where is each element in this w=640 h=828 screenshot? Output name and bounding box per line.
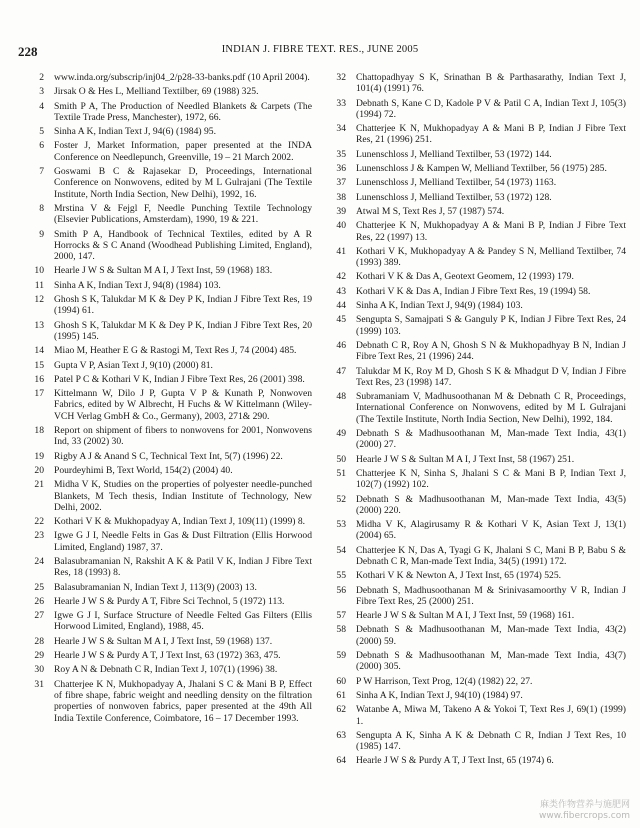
reference-number: 17	[34, 388, 44, 400]
reference-number: 2	[39, 72, 44, 83]
reference-item	[28, 556, 312, 579]
reference-number: 59	[336, 650, 346, 662]
reference-text: Hearle J W S & Purdy A T, Fibre Sci Technol, 5 (1972) 113.	[54, 595, 285, 607]
reference-number: 36	[336, 163, 346, 175]
reference-text: Balasubramanian N, Rakshit A K & Patil V K, Indian J Fibre Text Res, 18 (1993) 8.	[54, 555, 312, 579]
reference-text: Sengupta A K, Sinha A K & Debnath C R, Indian J Text Res, 10 (1985) 147.	[356, 729, 626, 753]
reference-item	[28, 451, 312, 462]
reference-number: 55	[336, 570, 346, 582]
watermark-line1: 麻类作物营养与施肥网	[539, 800, 630, 810]
reference-item	[330, 676, 626, 687]
reference-text: Hearle J W S & Purdy A T, J Text Inst, 65 (1974) 6.	[356, 755, 554, 767]
reference-item	[330, 177, 626, 188]
references-right-column	[330, 72, 626, 770]
reference-text: Jirsak O & Hes L, Melliand Textilber, 69 (1988) 325.	[54, 86, 259, 98]
reference-item	[330, 314, 626, 337]
reference-number: 41	[336, 245, 346, 257]
reference-item	[28, 166, 312, 200]
reference-text: Hearle J W S & Sultan M A I, J Text Inst, 59 (1968) 161.	[356, 610, 575, 622]
reference-text: Debnath C R, Roy A N, Ghosh S N & Mukhopadhyay B N, Indian J Fibre Text Res, 21 (1996) 244.	[356, 339, 626, 363]
reference-item	[330, 340, 626, 363]
running-head: INDIAN J. FIBRE TEXT. RES., JUNE 2005	[221, 44, 419, 55]
reference-text: Smith P A, The Production of Needled Blankets & Carpets (The Textile Trade Press, Manchester), 1972, 66.	[54, 100, 312, 123]
reference-text: Goswami B C & Rajasekar D, Proceedings, International Conference on Nonwovens, edited by M L Gulrajani (The Textile Institute, North India Section, New Delhi), 1992, 16.	[54, 166, 312, 200]
reference-number: 25	[34, 581, 44, 593]
reference-item	[330, 300, 626, 311]
reference-text: Kittelmann W, Dilo J P, Gupta V P & Kunath P, Nonwoven Fabrics, edited by W Albrecht, H Fuchs & W Kittelmann (Wiley-VCH Verlag GmbH & Co., Germany), 2003, 271& 290.	[54, 388, 312, 422]
reference-text: Rigby A J & Anand S C, Technical Text Int, 5(7) (1996) 22.	[54, 450, 283, 462]
reference-text: Gupta V P, Asian Text J, 9(10) (2000) 81.	[54, 359, 213, 371]
reference-item	[330, 454, 626, 465]
reference-number: 39	[336, 205, 346, 217]
reference-item	[330, 286, 626, 297]
reference-text: Debnath S, Madhusoothanan M & Srinivasamoorthy V R, Indian J Fibre Text Res, 25 (2000) 251.	[356, 584, 626, 607]
reference-number: 33	[336, 97, 346, 109]
reference-number: 6	[39, 140, 44, 152]
reference-number: 29	[34, 650, 44, 662]
reference-number: 27	[34, 610, 44, 622]
reference-item	[28, 530, 312, 553]
reference-text: Lunenschloss J, Melliand Textilber, 53 (1972) 128.	[356, 191, 552, 203]
reference-text: Debnath S & Madhusoothanan M, Man-made Text India, 43(1) (2000) 27.	[356, 428, 626, 451]
reference-number: 10	[34, 265, 44, 277]
reference-text: Ghosh S K, Talukdar M K & Dey P K, Indian J Fibre Text Res, 20 (1995) 145.	[54, 319, 312, 342]
reference-number: 22	[34, 516, 44, 528]
reference-number: 14	[34, 345, 44, 357]
reference-text: Debnath S, Kane C D, Kadole P V & Patil C A, Indian Text J, 105(3) (1994) 72.	[356, 97, 626, 120]
reference-item	[330, 271, 626, 282]
reference-number: 42	[336, 271, 346, 283]
reference-item	[330, 123, 626, 146]
reference-item	[330, 730, 626, 753]
reference-item	[28, 582, 312, 593]
reference-number: 31	[34, 678, 44, 690]
reference-item	[28, 465, 312, 476]
reference-number: 8	[39, 202, 44, 214]
reference-number: 16	[34, 373, 44, 385]
reference-text: Pourdeyhimi B, Text World, 154(2) (2004) 40.	[54, 464, 233, 476]
reference-text: Chattopadhyay S K, Srinathan B & Parthasarathy, Indian Text J, 101(4) (1991) 76.	[356, 72, 626, 95]
reference-item	[28, 86, 312, 97]
reference-item	[28, 388, 312, 422]
reference-number: 32	[336, 72, 346, 83]
reference-text: Hearle J W S & Sultan M A I, J Text Inst, 59 (1968) 183.	[54, 265, 273, 277]
reference-text: Chatterjee K N, Mukhopadyay A & Mani B P, Indian J Fibre Text Res, 22 (1997) 13.	[356, 220, 626, 243]
reference-number: 60	[336, 675, 346, 687]
reference-number: 23	[34, 530, 44, 542]
reference-text: Sinha A K, Indian Text J, 94(6) (1984) 95.	[54, 126, 216, 138]
reference-item	[28, 140, 312, 163]
reference-number: 11	[34, 279, 44, 291]
reference-text: Kothari V K & Das A, Indian J Fibre Text Res, 19 (1994) 58.	[356, 285, 591, 297]
reference-text: Miao M, Heather E G & Rastogi M, Text Res J, 74 (2004) 485.	[54, 345, 297, 357]
reference-number: 48	[336, 391, 346, 403]
reference-item	[330, 366, 626, 389]
reference-item	[28, 664, 312, 675]
reference-number: 44	[336, 300, 346, 312]
reference-item	[28, 101, 312, 124]
reference-item	[330, 391, 626, 425]
reference-item	[330, 149, 626, 160]
reference-text: Debnath S & Madhusoothanan M, Man-made Text India, 43(7) (2000) 305.	[356, 650, 626, 673]
reference-number: 34	[336, 123, 346, 135]
reference-item	[330, 98, 626, 121]
reference-number: 52	[336, 493, 346, 505]
reference-item	[28, 425, 312, 448]
reference-text: Chatterjee K N, Sinha S, Jhalani S C & Mani B P, Indian Text J, 102(7) (1992) 102.	[356, 467, 626, 491]
reference-number: 13	[34, 319, 44, 331]
reference-number: 20	[34, 464, 44, 476]
page-number: 228	[18, 44, 38, 59]
reference-text: Debnath S & Madhusoothanan M, Man-made Text India, 43(5) (2000) 220.	[356, 493, 626, 516]
reference-number: 28	[34, 635, 44, 647]
reference-item	[330, 545, 626, 568]
reference-text: Kothari V K, Mukhopadyay A & Pandey S N, Melliand Textilber, 74 (1993) 389.	[356, 245, 626, 269]
reference-text: Balasubramanian N, Indian Text J, 113(9) (2003) 13.	[54, 581, 257, 593]
reference-item	[28, 72, 312, 83]
reference-number: 40	[336, 220, 346, 232]
reference-number: 37	[336, 177, 346, 189]
reference-number: 46	[336, 339, 346, 351]
reference-text: Report on shipment of fibers to nonwovens for 2001, Nonwovens Ind, 33 (2002) 30.	[54, 425, 312, 448]
reference-item	[330, 704, 626, 727]
reference-item	[330, 163, 626, 174]
watermark-line2: www.fibercrops.com	[539, 811, 630, 821]
reference-text: Kothari V K & Newton A, J Text Inst, 65 (1974) 525.	[356, 570, 562, 582]
reference-number: 19	[34, 450, 44, 462]
reference-text: Hearle J W S & Sultan M A I, J Text Inst, 58 (1967) 251.	[356, 453, 575, 465]
reference-text: Atwal M S, Text Res J, 57 (1987) 574.	[356, 205, 505, 217]
reference-item	[28, 229, 312, 263]
reference-text: Kothari V K & Das A, Geotext Geomem, 12 (1993) 179.	[356, 271, 574, 283]
reference-number: 21	[34, 479, 44, 491]
reference-number: 49	[336, 428, 346, 440]
reference-text: Debnath S & Madhusoothanan M, Man-made Text India, 43(2) (2000) 59.	[356, 624, 626, 647]
reference-text: Hearle J W S & Purdy A T, J Text Inst, 63 (1972) 363, 475.	[54, 650, 281, 662]
reference-text: Kothari V K & Mukhopadyay A, Indian Text J, 109(11) (1999) 8.	[54, 516, 306, 528]
reference-text: Ghosh S K, Talukdar M K & Dey P K, Indian J Fibre Text Res, 19 (1994) 61.	[54, 294, 312, 317]
reference-number: 15	[34, 359, 44, 371]
reference-item	[330, 206, 626, 217]
reference-text: Sinha A K, Indian Text J, 94(8) (1984) 103.	[54, 279, 221, 291]
reference-number: 54	[336, 544, 346, 556]
reference-item	[28, 320, 312, 343]
reference-text: Midha V K, Studies on the properties of polyester needle-punched Blankets, M Tech thesis, Indian Institute of Technology, New Delhi, 2002.	[54, 479, 312, 513]
reference-number: 38	[336, 191, 346, 203]
reference-text: Chatterjee K N, Mukhopadyay A & Mani B P, Indian J Fibre Text Res, 21 (1996) 251.	[356, 123, 626, 146]
reference-text: Watanbe A, Miwa M, Takeno A & Yokoi T, Text Res J, 69(1) (1999) 1.	[356, 704, 626, 727]
reference-item	[28, 360, 312, 371]
reference-text: Roy A N & Debnath C R, Indian Text J, 107(1) (1996) 38.	[54, 664, 278, 676]
reference-number: 62	[336, 704, 346, 716]
reference-item	[330, 610, 626, 621]
reference-text: Sengupta S, Samajpati S & Ganguly P K, Indian J Fibre Text Res, 24 (1999) 103.	[356, 314, 626, 337]
reference-number: 47	[336, 365, 346, 377]
reference-number: 58	[336, 624, 346, 636]
reference-item	[28, 265, 312, 276]
reference-item	[330, 570, 626, 581]
reference-item	[330, 428, 626, 451]
reference-item	[330, 468, 626, 491]
reference-text: Subramaniam V, Madhusoothanan M & Debnath C R, Proceedings, International Conference on Nonwovens, edited by M L Gulrajani (The Textile Institute, North India Section, New Delhi), 1992, 184.	[356, 391, 626, 425]
reference-text: Lunenschloss J & Kampen W, Melliand Textilber, 56 (1975) 285.	[356, 163, 607, 175]
reference-text: Patel P C & Kothari V K, Indian J Fibre Text Res, 26 (2001) 398.	[54, 373, 305, 385]
reference-text: Chatterjee K N, Das A, Tyagi G K, Jhalani S C, Mani B P, Babu S & Debnath C R, Man-made Text India, 34(5) (1991) 172.	[356, 544, 626, 567]
reference-item	[28, 650, 312, 661]
reference-number: 51	[336, 467, 346, 479]
reference-text: www.inda.org/subscrip/inj04_2/p28-33-banks.pdf (10 April 2004).	[54, 72, 310, 83]
reference-item	[330, 494, 626, 517]
reference-item	[330, 690, 626, 701]
reference-text: Hearle J W S & Sultan M A I, J Text Inst, 59 (1968) 137.	[54, 635, 273, 647]
reference-item	[28, 596, 312, 607]
reference-number: 64	[336, 755, 346, 767]
reference-text: Talukdar M K, Roy M D, Ghosh S K & Mhadgut D V, Indian J Fibre Text Res, 23 (1998) 147.	[356, 365, 626, 388]
reference-number: 26	[34, 595, 44, 607]
reference-number: 61	[336, 689, 346, 701]
reference-item	[28, 679, 312, 724]
reference-item	[28, 374, 312, 385]
reference-text: Foster J, Market Information, paper presented at the INDA Conference on Needlepunch, Greenville, 19 – 21 March 2002.	[54, 140, 312, 163]
reference-item	[28, 345, 312, 356]
reference-item	[330, 650, 626, 673]
reference-item	[28, 479, 312, 513]
reference-item	[330, 192, 626, 203]
reference-item	[28, 516, 312, 527]
reference-text: Midha V K, Alagirusamy R & Kothari V K, Asian Text J, 13(1) (2004) 65.	[356, 519, 626, 542]
reference-text: Igwe G J I, Needle Felts in Gas & Dust Filtration (Ellis Horwood Limited, England) 1987, 37.	[54, 530, 312, 553]
reference-number: 3	[39, 86, 44, 98]
reference-number: 24	[34, 555, 44, 567]
reference-number: 5	[39, 126, 44, 138]
reference-text: Mrstina V & Fejgl F, Needle Punching Textile Technology (Elsevier Publications, Amsterdam), 1990, 19 & 221.	[54, 202, 312, 226]
reference-number: 4	[39, 100, 44, 112]
reference-text: Lunenschloss J, Melliand Textilber, 54 (1973) 1163.	[356, 177, 557, 189]
reference-text: Chatterjee K N, Mukhopadyay A, Jhalani S C & Mani B P, Effect of fibre shape, fabric weight and needling density on the filtration properties of nonwoven fabrics, paper presented at the 49th All India Textile Conference, Coimbatore, 16 – 17 December 1993.	[54, 678, 312, 724]
reference-item	[330, 220, 626, 243]
reference-text: P W Harrison, Text Prog, 12(4) (1982) 22, 27.	[356, 675, 533, 687]
reference-item	[28, 636, 312, 647]
reference-number: 63	[336, 729, 346, 741]
reference-number: 30	[34, 664, 44, 676]
reference-text: Sinha A K, Indian Text J, 94(9) (1984) 103.	[356, 300, 523, 312]
reference-number: 57	[336, 610, 346, 622]
reference-item	[28, 610, 312, 633]
reference-text: Smith P A, Handbook of Technical Textiles, edited by A R Horrocks & S C Anand (Woodhead Publishing Limited, England), 2000, 147.	[54, 228, 312, 263]
reference-text: Lunenschloss J, Melliand Textilber, 53 (1972) 144.	[356, 148, 552, 160]
reference-number: 50	[336, 453, 346, 465]
reference-number: 35	[336, 148, 346, 160]
reference-number: 9	[39, 228, 44, 240]
reference-number: 7	[39, 166, 44, 178]
reference-item	[330, 519, 626, 542]
reference-number: 43	[336, 285, 346, 297]
reference-number: 45	[336, 314, 346, 326]
reference-item	[330, 624, 626, 647]
reference-item	[28, 126, 312, 137]
references-left-column	[28, 72, 312, 727]
reference-number: 12	[34, 294, 44, 306]
reference-text: Sinha A K, Indian Text J, 94(10) (1984) 97.	[356, 689, 523, 701]
reference-item	[28, 280, 312, 291]
reference-item	[28, 294, 312, 317]
reference-number: 18	[34, 425, 44, 437]
reference-text: Igwe G J I, Surface Structure of Needle Felted Gas Filters (Ellis Horwood Limited, England), 1988, 45.	[54, 610, 312, 633]
reference-number: 53	[336, 519, 346, 531]
reference-item	[330, 755, 626, 766]
watermark	[539, 800, 630, 822]
reference-item	[330, 585, 626, 608]
reference-item	[330, 72, 626, 95]
reference-item	[330, 246, 626, 269]
reference-number: 56	[336, 584, 346, 596]
reference-item	[28, 203, 312, 226]
